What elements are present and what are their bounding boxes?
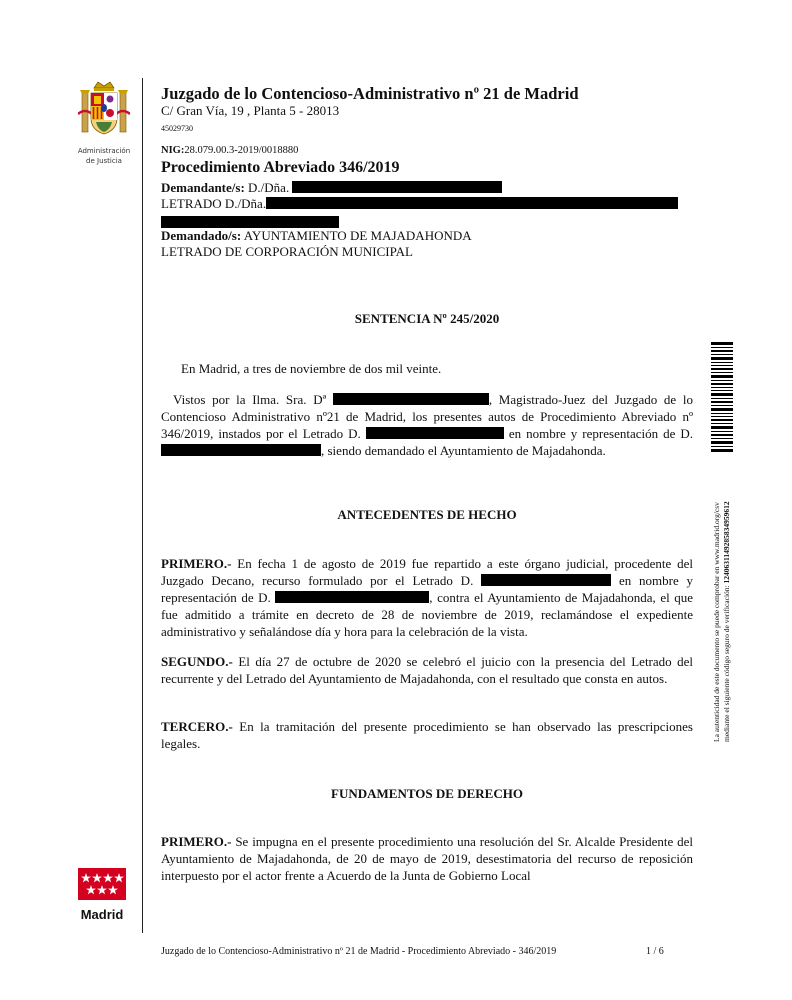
redaction-block [292,181,502,193]
nig-line [161,145,298,156]
place-date: En Madrid, a tres de noviembre de dos mil veinte. [181,361,442,376]
procedure-title: Procedimiento Abreviado 346/2019 [161,159,400,176]
paragraph-label: TERCERO.- [161,719,233,734]
paragraph-text: El día 27 de octubre de 2020 se celebró el juicio con la presencia del Letrado del recurrente y del Letrado del Ayuntamiento de Majadahonda, con el resultado que consta en autos. [161,654,693,686]
madrid-logo [78,868,126,922]
intro-text-4: , siendo demandado el Ayuntamiento de Majadahonda. [321,443,606,458]
defendant-name: AYUNTAMIENTO DE MAJADAHONDA [243,228,472,243]
defendant-line [161,228,472,244]
intro-text-3: en nombre y representación de D. [508,426,694,441]
redaction-block [266,197,678,209]
nig-value: 28.079.00.3-2019/0018880 [184,145,299,156]
redaction-block [161,444,321,456]
justice-administration-logo [76,78,132,165]
fundamentos-title: FUNDAMENTOS DE DERECHO [331,786,523,801]
plaintiff-lawyer-line [161,196,678,212]
redaction-block [366,427,504,439]
verification-line-1: La autenticidad de este documento se puede comprobar en www.madrid.org/csv [712,502,721,742]
barcode [711,342,733,452]
intro-text-1: Vistos por la Ilma. Sra. Dª [173,392,327,407]
coat-of-arms-icon [78,78,130,140]
logo-caption-1: Administración [77,147,131,155]
plaintiff-line [161,180,502,196]
paragraph-label: SEGUNDO.- [161,654,233,669]
verification-prefix: mediante el siguiente código seguro de verificación: [722,585,731,742]
court-title: Juzgado de lo Contencioso-Administrativo nº 21 de Madrid [161,84,579,103]
defendant-label: Demandado/s: [161,228,242,243]
court-code: 45029730 [161,124,193,133]
paragraph-text: Se impugna en el presente procedimiento una resolución del Sr. Alcalde Presidente del Ayuntamiento de Majadahonda, de 20 de mayo de 2019, desestimatoria del recurso de reposición interpuesto por el actor frente a Acuerdo de la Junta de Gobierno Local [161,834,694,883]
paragraph-text: , contra el Ayuntamiento de Majadahonda, el que fue admitido a trámite en decreto de 28 de noviembre de 2019, reclamándose el expediente administrativo y señalándose día y hora para la celebración de la vista. [161,590,693,639]
verification-line-2 [722,452,732,742]
fundamento-primero [161,833,693,884]
nig-label: NIG: [161,145,185,156]
paragraph-text: En la tramitación del presente procedimiento se han observado las prescripciones legales. [161,719,693,751]
lawyer-prefix: LETRADO D./Dña. [161,196,267,211]
logo-caption-2: de Justicia [86,157,122,165]
antecedente-segundo [161,653,693,687]
madrid-flag-icon [78,868,126,900]
intro-text-2: , Magistrado-Juez del Juzgado de lo Contencioso Administrativo nº21 de Madrid, los presentes autos de Procedimiento Abreviado nº 346/2019, instados por el Letrado D. [161,392,693,441]
redaction-block [333,393,489,405]
redaction-block [481,574,611,586]
margin-divider-line [142,78,143,933]
antecedente-primero [161,555,693,640]
intro-paragraph [161,391,693,459]
verification-code: 1240631149285834959612 [722,501,731,584]
paragraph-text: En fecha 1 de agosto de 2019 fue repartido a este órgano judicial, procedente del Juzgado Decano, recurso formulado por el Letrado D. [161,556,693,588]
defendant-lawyer: LETRADO DE CORPORACIÓN MUNICIPAL [161,244,413,259]
paragraph-text: en nombre y representación de D. [161,573,694,605]
plaintiff-label: Demandante/s: [161,180,245,195]
plaintiff-prefix: D./Dña. [248,180,290,195]
paragraph-label: PRIMERO.- [161,834,232,849]
court-address: C/ Gran Vía, 19 , Planta 5 - 28013 [161,103,340,118]
page-footer: Juzgado de lo Contencioso-Administrativo nº 21 de Madrid - Procedimiento Abreviado - 346/2019 [161,946,557,957]
page-number: 1 / 6 [646,946,664,957]
antecedentes-title: ANTECEDENTES DE HECHO [337,507,517,522]
sentence-title: SENTENCIA Nº 245/2020 [354,311,500,326]
paragraph-label: PRIMERO.- [161,556,232,571]
verification-note [712,462,732,742]
antecedente-tercero [161,718,693,752]
madrid-logo-label: Madrid [80,907,124,922]
redaction-block [275,591,429,603]
